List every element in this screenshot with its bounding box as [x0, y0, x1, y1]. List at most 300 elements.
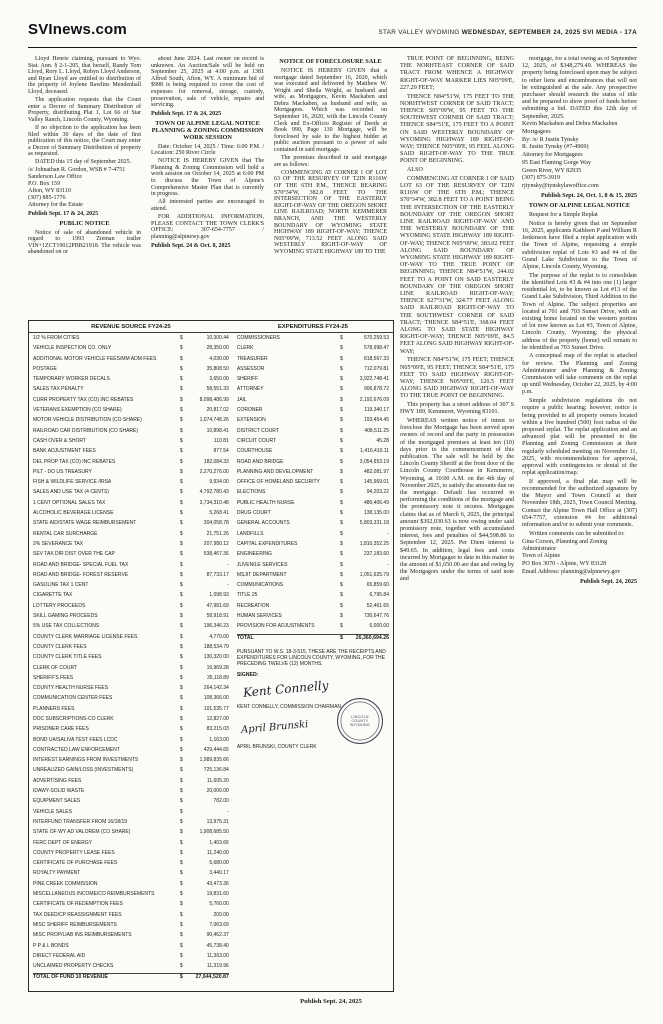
- newspaper-logo: SVInews.com: [28, 21, 127, 38]
- currency-symbol: $: [179, 880, 183, 887]
- row-label: RENTAL CAR SURCHARGE: [33, 530, 98, 537]
- currency-symbol: $: [339, 437, 343, 444]
- table-row: [33, 417, 229, 427]
- row-label: COURTHOUSE: [236, 448, 273, 455]
- currency-symbol: $: [179, 376, 183, 383]
- notice-paragraph: The application requests that the Court enter a Decree of Summary Distribution of Property, distributing Plat 1, Lot 66 of Star Valley Ranch, Lincoln County, Wyoming.: [28, 97, 141, 123]
- currency-symbol: $: [339, 479, 343, 486]
- table-row: [237, 489, 389, 499]
- table-row: [237, 613, 389, 623]
- notice-paragraph: Green River, WY 82935: [522, 167, 582, 174]
- notice-paragraph: THENCE N84°51'W, 175 FEET; THENCE N05°09'E, 95 FEET; THENCE S84°51'E, 175 FEET TO SAID HIGHWAY RIGHT-OF-WAY; THENCE N05°09'E, 120.5 FEET ALONG SAID HIGHWAY RIGHT-OF-WAY TO THE TRUE POINT OF BEGINNING.: [400, 357, 514, 400]
- row-value: 108,366.00: [203, 695, 229, 702]
- row-value: -: [227, 582, 229, 589]
- row-value: 1,074,748.26: [199, 417, 229, 424]
- row-value: 1,163.00: [209, 736, 229, 743]
- row-label: COUNTY CLERK TITLE FEES: [33, 654, 102, 661]
- row-label: ATTORNEY: [236, 386, 264, 393]
- table-row: [237, 345, 389, 355]
- row-label: FERC DEPT OF ENERGY: [33, 839, 93, 846]
- row-label: ELECTIONS: [236, 489, 266, 496]
- row-value: 570,259.53: [363, 335, 389, 341]
- table-row: [237, 428, 389, 438]
- row-value: 21,751.26: [206, 530, 229, 537]
- row-label: CAPITAL EXPENDITURES: [236, 540, 298, 547]
- currency-symbol: $: [339, 355, 343, 362]
- chairman-name: KENT CONNELLY, COMMISSION CHAIRMAN: [236, 704, 342, 711]
- notice-paragraph: Publish Sept. 24, 2025: [579, 578, 637, 585]
- row-label: LANDFILLS: [236, 530, 264, 537]
- row-value: 101,535.77: [203, 705, 229, 712]
- currency-symbol: $: [179, 654, 183, 661]
- row-value: 52,461.65: [366, 602, 389, 609]
- notice-paragraph: PO Box 3070 - Alpine, WY 83128: [522, 561, 607, 568]
- currency-symbol: $: [179, 479, 183, 486]
- column-2-auction-and-alpine-notice: [151, 56, 264, 318]
- row-value: 13,975.31: [206, 818, 229, 825]
- row-label: DOC SUBSCRIPTIONS-CO CLERK: [33, 715, 114, 722]
- row-value: 1,098.93: [209, 592, 229, 599]
- notice-paragraph: ALSO: [407, 167, 423, 174]
- row-label: COMMISSIONERS: [236, 335, 280, 341]
- currency-symbol: $: [179, 345, 183, 352]
- table-row: [237, 397, 389, 407]
- masthead: [28, 21, 637, 38]
- table-row: [33, 582, 229, 592]
- table-row: [33, 335, 229, 345]
- row-value: 1,989,835.66: [199, 757, 229, 764]
- currency-symbol: $: [179, 901, 183, 908]
- table-row: [33, 489, 229, 499]
- row-label: TOTAL: [236, 634, 254, 641]
- row-value: 45,738.40: [206, 942, 229, 949]
- notice-paragraph: A conceptual map of the replat is attached for review. The Planning and Zoning Administrator and/or Planning & Zoning Commission will take comments on the replat up until Wednesday, October 22, 2025, by 4:00 p.m.: [522, 353, 637, 396]
- currency-symbol: $: [179, 695, 183, 702]
- currency-symbol: $: [339, 407, 343, 414]
- row-label: DISTRICT COURT: [236, 427, 279, 434]
- row-value: 110.81: [213, 437, 229, 444]
- currency-symbol: $: [179, 870, 183, 877]
- table-row: [33, 469, 229, 479]
- table-row: [237, 541, 389, 551]
- row-value: 47,981.69: [206, 602, 229, 609]
- currency-symbol: $: [339, 335, 343, 341]
- table-row: [237, 469, 389, 479]
- table-row: [33, 922, 229, 932]
- row-value: 145,969.01: [363, 479, 389, 486]
- row-label: SKILL GAMING PROCEEDS: [33, 613, 98, 620]
- notice-paragraph: Publish Sept. 24, Oct. 1, 8 & 15, 2025: [541, 192, 637, 199]
- row-label: ENGINEERING: [236, 551, 272, 558]
- row-label: RAILROAD CAR DISTRIBUTION (CO SHARE): [33, 427, 139, 434]
- signed-label: SIGNED:: [236, 672, 259, 679]
- table-row: [33, 541, 229, 551]
- table-row: [237, 592, 389, 602]
- row-value: 3,922,748.41: [359, 376, 389, 383]
- expenditures-column: [233, 333, 393, 989]
- table-row: [237, 562, 389, 572]
- notice-paragraph: Gina Corson, Planning and Zoning Administrator: [522, 538, 608, 552]
- notice-paragraph: By: /s/ R Justin Tynsky: [522, 136, 579, 143]
- row-value: 237,183.60: [363, 551, 389, 558]
- notice-paragraph: TOWN OF ALPINE LEGAL NOTICE: [528, 202, 631, 209]
- row-label: ADVERTISING FEES: [33, 777, 82, 784]
- notice-paragraph: FOR ADDITIONAL INFORMATION, PLEASE CONTACT THE TOWN CLERK'S OFFICE: 307-654-7757 / planning@alpinewy.gov: [151, 214, 264, 240]
- notice-paragraph: Attorney for the Estate: [28, 201, 83, 208]
- notice-paragraph: The purpose of the replat is to consolidate the identified Lots #3 & #4 into one (1) larger residential lot, to be known as Lot #13 of the Grand Lake Subdivision, Third Addition to the Town of Alpine. The subject properties are located at 701 and 703 Sunset Drive, with an existing home located on the western portion of lot now known as Lot #3, Town of Alpine, Lincoln County, Wyoming; the physical address of the property (home) will remain to be identified as 703 Sunset Drive.: [522, 272, 637, 351]
- table-row: [33, 726, 229, 736]
- row-value: 3,440.17: [209, 870, 229, 877]
- row-label: JAIL: [236, 396, 247, 403]
- row-value: 8,098,486.99: [199, 396, 229, 403]
- row-value: 94,203.22: [366, 489, 389, 496]
- table-row: [33, 613, 229, 623]
- table-row: [33, 407, 229, 417]
- table-row: [237, 448, 389, 458]
- notice-paragraph: R. Justin Tynsky (#7-4969): [522, 144, 589, 151]
- row-value: 87,733.17: [206, 571, 229, 578]
- row-value: 6,795.84: [369, 592, 389, 599]
- row-value: 538,467.36: [203, 551, 229, 558]
- currency-symbol: $: [179, 489, 183, 496]
- currency-symbol: $: [339, 499, 343, 506]
- currency-symbol: $: [339, 458, 343, 465]
- currency-symbol: $: [179, 335, 183, 341]
- county-financial-table: [28, 320, 394, 992]
- row-value: 58,918.91: [206, 613, 229, 620]
- row-label: PUBLIC HEALTH NURSE: [236, 499, 295, 506]
- currency-symbol: $: [179, 551, 183, 558]
- row-label: CLERK OF COURT: [33, 664, 78, 671]
- dateline-date: WEDNESDAY, SEPTEMBER 24, 2025: [461, 29, 581, 36]
- currency-symbol: $: [179, 860, 183, 867]
- row-label: JUVENILE SERVICES: [236, 561, 288, 568]
- row-value: 200.00: [213, 911, 229, 918]
- table-row: [237, 356, 389, 366]
- clerk-name: APRIL BRUNSKI, COUNTY CLERK: [236, 744, 317, 751]
- row-label: MISCELLANEOUS INCOME/CO REIMBURSEMENTS: [33, 891, 155, 898]
- header-rule: [28, 47, 637, 48]
- notice-paragraph: All interested parties are encouraged to attend.: [151, 199, 264, 212]
- table-row: [33, 448, 229, 458]
- notice-paragraph: /s/ Johnathan R. Gordon, WSB # 7-4751: [28, 166, 126, 173]
- notice-paragraph: COMMENCING AT CORNER 1 OF LOT 63 OF THE RESURVEY OF T2IN R116W OF THE 6TH P.M., THENCE BEARING S70°34'W, 382.8 FEET TO THE INTERSECTION OF THE EASTERLY RIGHT-OF-WAY OF THE OREGON SHORT LINE RAILROAD; NORTH KEMMERER BRANCH, AND THE WESTERLY BOUNDARY OF WYOMING STATE HIGHWAY 189 RIGHT-OF-WAY; THENCE N05°09'W, 713.52 FEET ALONG SAID WESTERLY RIGHT-OF-WAY OF WYOMING STATE HIGHWAY 189 TO THE: [274, 169, 387, 255]
- row-label: EXTENSION: [236, 417, 266, 424]
- currency-symbol: $: [339, 468, 343, 475]
- row-label: 1/2 % FROM CITIES: [33, 335, 80, 341]
- table-row: [33, 943, 229, 953]
- table-row: [33, 366, 229, 376]
- table-row: [33, 428, 229, 438]
- table-row: [33, 520, 229, 530]
- currency-symbol: $: [339, 634, 343, 641]
- row-value: 730,647.76: [363, 613, 389, 620]
- table-row: [33, 551, 229, 561]
- row-label: CIGARETTE TAX: [33, 592, 73, 599]
- row-value: 1,810,352.25: [359, 540, 389, 547]
- row-value: -: [387, 530, 389, 537]
- row-label: SALES TAX PENALTY: [33, 386, 84, 393]
- currency-symbol: $: [179, 365, 183, 372]
- currency-symbol: $: [339, 592, 343, 599]
- notice-paragraph: If approved, a final plat map will be recommended for the authorized signature by the Mayor and Town Council at their November 18th, 2025, Town Council Meeting. Contact the Alpine Town Hall Office at (307) 654-7757, extension #4 for additional information and/or to submit your comments.: [522, 478, 637, 529]
- currency-symbol: $: [179, 674, 183, 681]
- row-value: 35,118.89: [206, 674, 229, 681]
- notice-paragraph: 95 East Flaming Gorge Way: [522, 159, 592, 166]
- currency-symbol: $: [339, 448, 343, 455]
- table-row: [33, 500, 229, 510]
- table-row: [33, 860, 229, 870]
- row-value: 1,051,625.79: [359, 571, 389, 578]
- table-row: [33, 778, 229, 788]
- currency-symbol: $: [179, 818, 183, 825]
- table-row: [33, 695, 229, 705]
- table-row: [33, 685, 229, 695]
- row-label: ROAD AND BRIDGE- FOREST RESERVE: [33, 571, 129, 578]
- row-label: RECREATION: [236, 602, 270, 609]
- row-value: 20,000.00: [206, 788, 229, 795]
- currency-symbol: $: [339, 551, 343, 558]
- notice-paragraph: Lloyd Henrie claiming, pursuant to Wyo. Stat. Ann. § 2-1-205, that herself, Randy Tom Lloyd, Rory L. Lloyd, Robyn Lloyd Anderson, and Ryan Lloyd are entitled to distribution of the property of Joylene Rawlins Mendenhall Lloyd, deceased.: [28, 56, 141, 95]
- currency-symbol: $: [179, 355, 183, 362]
- row-value: 5,268.41: [209, 510, 229, 517]
- row-label: BANK ADJUSTMENT FEES: [33, 448, 96, 455]
- row-label: DIRECT FEDERAL AID: [33, 952, 86, 959]
- row-label: SALES AND USE TAX (4 CENTS): [33, 489, 109, 496]
- table-row: [237, 335, 389, 345]
- table-row: [33, 510, 229, 520]
- row-label: CORONER: [236, 407, 263, 414]
- row-label: OFFICE OF HOMELAND SECURITY: [236, 479, 320, 486]
- row-value: 119,340.17: [364, 407, 389, 414]
- row-label: VEHICLE INSPECTION CO. ONLY: [33, 345, 112, 352]
- notice-paragraph: If no objection to the application has been filed within 30 days of the date of first publication of this notice, the Court may enter a Decree of Summary Distribution of property as requested.: [28, 124, 141, 158]
- table-row: [237, 520, 389, 530]
- expenditure-rows: [237, 335, 389, 644]
- currency-symbol: $: [179, 582, 183, 589]
- currency-symbol: $: [179, 623, 183, 630]
- currency-symbol: $: [179, 932, 183, 939]
- currency-symbol: $: [339, 540, 343, 547]
- row-label: 1 CENT OPTIONAL SALES TAX: [33, 499, 106, 506]
- row-value: 188,534.79: [203, 643, 229, 650]
- table-row: [33, 788, 229, 798]
- table-row: [33, 963, 229, 973]
- notice-paragraph: Email Address: planning@alpinewy.gov: [522, 568, 621, 575]
- row-label: TEMPORARY WORKER DECALS: [33, 376, 110, 383]
- row-label: SEV TAX DIR DIST OVER THE CAP: [33, 551, 115, 558]
- row-label: COUNTY HEALTH NURSE FEES: [33, 685, 109, 692]
- row-value: -: [387, 561, 389, 568]
- table-row: [237, 531, 389, 541]
- notice-paragraph: THENCE N84°51'W, 175 FEET TO THE NORHTWEST CORNER OF SAID TRACT; THENCE S05°09'W, 95 FEET TO THE SOUTHWEST CORNER OF SAID TRACT; THENCE S84°51'E, 175 FEET TO A POINT ON SAID WESTERLY BOUNDARY OF WYOMING HIGHWAY 189 RIGHT-OF-WAY; THENCE N05°09'E, 95 FEEL ALONG SAID RIGHT-OF-WAY TO THE TRUE POINT OF BEGINNING.: [400, 93, 514, 165]
- revenue-column: [29, 333, 233, 989]
- notice-paragraph: Publish Sept. 24 & Oct. 8, 2025: [151, 242, 231, 249]
- row-value: 138,135.00: [363, 510, 389, 517]
- table-row: [33, 654, 229, 664]
- notice-paragraph: WHEREAS written notice of intent to foreclose the Mortgage has been served upon owners of record and the party in possession of the mortgaged premises at least ten (10) days prior to the commencement of this publication. The sale will be held by the Lincoln County Sheriff at the front door of the Lincoln County Courthouse in Kemmerer, Wyoming, at 10:00 A.M. on the 4th day of November 2025, to satisfy the amounts due on the mortgage. Default has occurred in performing the conditions of the mortgage and the promissory note it secures. Mortgagee claims that as of March 6, 2025, the principal amount $302,030.63 is now owing under said promissory note, together with accumulated interest, fees and penalties of $44,598.86 to September 12, 2025. Per Diem interest is $49.65. In addition, legal fees and costs incurred by Mortgagee to date in this matter in the amount of $1,650.00 are due and owing by the Mortgagors under the terms of said note and: [400, 417, 514, 583]
- table-row: [237, 366, 389, 376]
- row-label: COUNTY PROPERTY LEASE FEES: [33, 849, 115, 856]
- row-label: CERTIFICATE OF PURCHASE FEES: [33, 860, 118, 867]
- row-value: 43,473.36: [206, 880, 229, 887]
- currency-symbol: $: [179, 942, 183, 949]
- currency-symbol: $: [339, 417, 343, 424]
- table-row: [33, 397, 229, 407]
- notice-paragraph: Date: October 14, 2025 / Time: 6:00 P.M. / Location: 250 River Circle: [151, 143, 264, 157]
- row-label: ROAD AND BRIDGE- SPECIAL FUEL TAX: [33, 561, 129, 568]
- currency-symbol: $: [179, 849, 183, 856]
- table-row: [33, 901, 229, 911]
- currency-symbol: $: [179, 633, 183, 640]
- notice-paragraph: TRUE POINT OF BEGINNING, BEING THE NORHTEAST CORNER OF SAID TRACT FROM WHENCE A HIGHWAY RIGHT-OF-WAY MARKER LIES N05°09'E, 227.29 FEET;: [400, 56, 514, 91]
- currency-symbol: $: [179, 510, 183, 517]
- row-label: TAX DEED/CP REASSIGNMENT FEES: [33, 911, 122, 918]
- row-value: 11,319.96: [206, 963, 229, 970]
- currency-symbol: $: [179, 746, 183, 753]
- currency-symbol: $: [179, 602, 183, 609]
- row-label: SHERIFF: [236, 376, 259, 383]
- row-label: ASSESSOR: [236, 365, 265, 372]
- row-label: VETERANS EXEMPTION (CO SHARE): [33, 407, 122, 414]
- table-header-row: [29, 321, 393, 333]
- row-value: 304,058.78: [203, 520, 229, 527]
- row-label: COMMUNICATIONS: [236, 582, 284, 589]
- table-row: [237, 500, 389, 510]
- table-row: [237, 479, 389, 489]
- currency-symbol: $: [179, 386, 183, 393]
- currency-symbol: $: [179, 891, 183, 898]
- currency-symbol: $: [179, 829, 183, 836]
- table-row: [33, 870, 229, 880]
- row-label: UNREALIZED GAIN/LOSS (INVESTMENTS): [33, 767, 134, 774]
- currency-symbol: $: [179, 788, 183, 795]
- currency-symbol: $: [179, 736, 183, 743]
- column-4-foreclosure-continued: [400, 56, 514, 1014]
- currency-symbol: $: [179, 530, 183, 537]
- row-label: VEHICLE SALES: [33, 808, 72, 815]
- currency-symbol: $: [339, 520, 343, 527]
- table-row: [237, 376, 389, 386]
- row-label: INTERFUND TRANSFER FROM 16/18/19: [33, 818, 128, 825]
- table-row: [33, 737, 229, 747]
- row-value: 264,142.34: [203, 685, 229, 692]
- row-label: 2% SEVERANCE TAX: [33, 540, 84, 547]
- currency-symbol: $: [179, 561, 183, 568]
- currency-symbol: $: [339, 561, 343, 568]
- table-row: [33, 603, 229, 613]
- row-value: 5,680.00: [209, 860, 229, 867]
- table-row: [237, 603, 389, 613]
- currency-symbol: $: [179, 520, 183, 527]
- notice-paragraph: Attorney for Mortgagees: [522, 152, 583, 159]
- row-value: 4,030.00: [209, 355, 229, 362]
- notice-paragraph: about June 2024. Last owner on record is unknown. An Auction/Sale will be held on September 25, 2025 at 4:00 p.m. at 1381 Alfred South, Afton, WY. A minimum bid of $998 is being required to cover the cost of expenses for removal, storage, custody, preservation, sale of vehicle, repairs and servicing.: [151, 56, 264, 109]
- table-row: [33, 644, 229, 654]
- notice-paragraph: NOTICE OF FORECLOSURE SALE: [279, 58, 382, 65]
- currency-symbol: $: [179, 540, 183, 547]
- notice-paragraph: Kevin Mackaben and Debra Mackaben: [522, 121, 618, 128]
- table-row: [33, 953, 229, 963]
- currency-symbol: $: [179, 458, 183, 465]
- row-value: 3,054,653.19: [359, 458, 389, 465]
- row-value: 5,760.00: [209, 901, 229, 908]
- currency-symbol: $: [179, 396, 183, 403]
- currency-symbol: $: [339, 571, 343, 578]
- row-value: 11,240.00: [206, 849, 229, 856]
- table-row: [33, 572, 229, 582]
- row-label: 5% USE TAX COLLECTIONS: [33, 623, 100, 630]
- row-label: CERTIFICATE OF REDEMPTION FEES: [33, 901, 123, 908]
- row-value: 10,898.41: [206, 427, 229, 434]
- row-value: 4,770.00: [209, 633, 229, 640]
- row-label: TITLE 25: [236, 592, 258, 599]
- dateline: [378, 29, 637, 38]
- table-row: [33, 973, 229, 983]
- row-value: 65,859.60: [366, 582, 389, 589]
- row-label: INTEREST EARNINGS FROM INVESTMENTS: [33, 757, 139, 764]
- table-row: [33, 592, 229, 602]
- row-value: 90,462.37: [206, 932, 229, 939]
- currency-symbol: $: [179, 911, 183, 918]
- notice-paragraph: Request for a Simple Replat: [529, 212, 598, 219]
- row-label: P P & L BONDS: [33, 942, 69, 949]
- table-row: [237, 510, 389, 520]
- notice-paragraph: NOTICE IS HEREBY GIVEN that a mortgage dated September 16, 2020, which was executed and delivered by Matthew W. Wright and Sheila Wright, as husband and wife, as Mortgagors, Kevin Mackaben and Debra Mackaben, as husband and wife, as Mortgagees. Which was recorded on September 16, 2020, with the Lincoln County Clerk and Ex-Officio Register of Deeds at Book 990, Page 130 Mortgage, will be foreclosed by sale to the highest bidder at public auction pursuant to a power of sale contained in said mortgage.: [274, 67, 387, 154]
- row-value: 28,350.00: [206, 345, 229, 352]
- row-value: 26,360,694.26: [355, 634, 389, 641]
- revenue-header: REVENUE SOURCE FY24-25: [91, 324, 171, 330]
- currency-symbol: $: [179, 726, 183, 733]
- row-label: TOTAL OF FUND 10 REVENUE: [33, 974, 108, 981]
- table-row: [237, 459, 389, 469]
- currency-symbol: $: [179, 664, 183, 671]
- row-label: CASH OVER & SHORT: [33, 437, 86, 444]
- dateline-location: STAR VALLEY WYOMING: [378, 29, 460, 36]
- notice-paragraph: This property has a street address of 307 S HWY 189, Kemmerer, Wyoming 83101.: [400, 402, 514, 416]
- row-label: CIRCUIT COURT: [236, 437, 277, 444]
- row-value: 207,980.12: [203, 540, 229, 547]
- row-label: PRISONER CARE FEES: [33, 726, 89, 733]
- currency-symbol: $: [179, 468, 183, 475]
- row-label: PLANNERS FEES: [33, 705, 75, 712]
- row-label: MOTOR VEHICLE DISTRIBUTION (CO SHARE): [33, 417, 142, 424]
- table-publish-line: Publish Sept. 24, 2025: [300, 998, 362, 1005]
- column-1-estate-notice: [28, 56, 141, 318]
- table-row: [33, 386, 229, 396]
- currency-symbol: $: [339, 365, 343, 372]
- notice-paragraph: Written comments can be submitted to:: [529, 530, 625, 537]
- row-value: 193,454.45: [363, 417, 389, 424]
- currency-symbol: $: [179, 808, 183, 815]
- currency-symbol: $: [339, 602, 343, 609]
- row-label: FISH & WILDLIFE SERVICE /IRSA: [33, 479, 112, 486]
- row-label: CURR PROPERTY TAX (CO) INC REBATES: [33, 396, 134, 403]
- row-value: 2,192,676.09: [359, 396, 389, 403]
- row-label: EQUIPMENT SALES: [33, 798, 81, 805]
- currency-symbol: $: [179, 705, 183, 712]
- table-row: [33, 932, 229, 942]
- currency-symbol: $: [339, 396, 343, 403]
- table-row: [33, 479, 229, 489]
- row-label: DEL PROP TAX (CO) INC REBATES: [33, 458, 116, 465]
- row-label: ROAD AND BRIDGE: [236, 458, 284, 465]
- row-label: IDAWY-SOLID WASTE: [33, 788, 85, 795]
- row-label: TREASURER: [236, 355, 268, 362]
- table-body: [29, 333, 393, 989]
- table-row: [33, 767, 229, 777]
- row-value: 130,320.00: [203, 654, 229, 661]
